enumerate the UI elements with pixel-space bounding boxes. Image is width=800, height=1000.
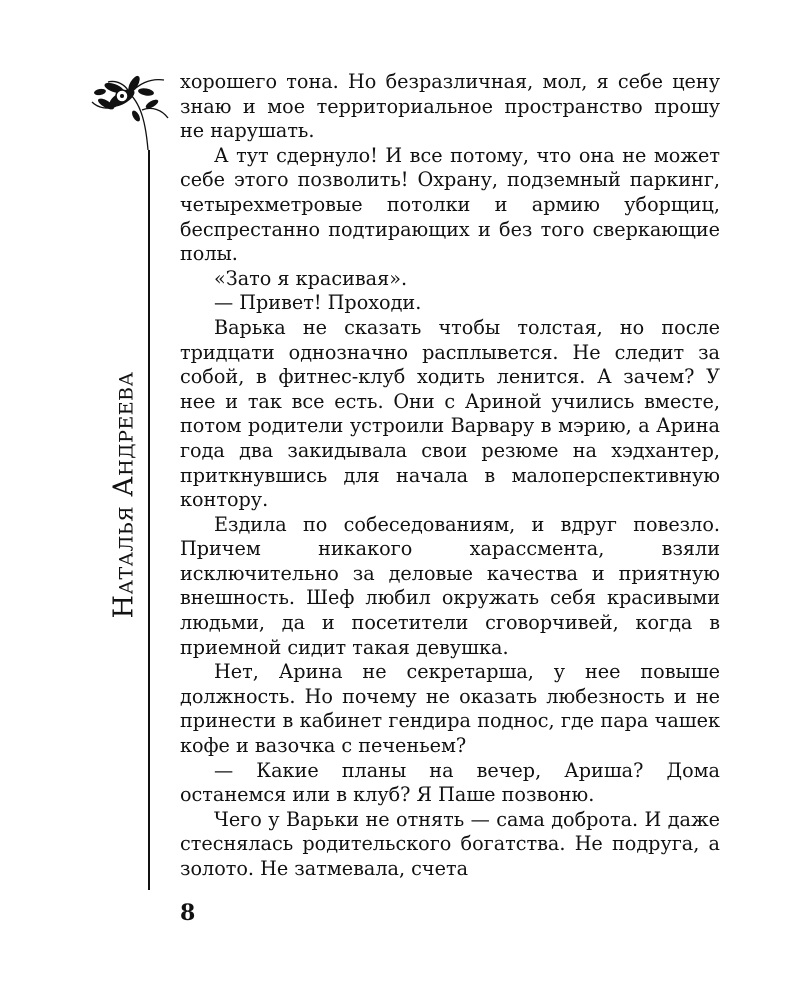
- paragraph: — Привет! Проходи.: [214, 291, 422, 315]
- paragraph: Чего у Варьки не отнять — сама доброта. И даже стеснялась родительского богатства. Не подруга, а золото. Не затмевала, счета: [180, 807, 720, 880]
- paragraph: Ездила по собеседованиям, и вдруг повезло. Причем никакого харассмента, взяли исключительно за деловые качества и приятную внешность. Шеф любил окружать себя красивыми людьми, да и посетители сговорчивей, когда в приемной сидит такая девушка.: [180, 512, 720, 659]
- author-running-head: Наталья Андреева: [108, 371, 140, 619]
- paragraph: Нет, Арина не секретарша, у нее повыше должность. Но почему не оказать любезность и не принести в кабинет гендира поднос, где пара чашек кофе и вазочка с печеньем?: [180, 660, 720, 758]
- flower-ornament-icon: [86, 66, 172, 158]
- paragraph: А тут сдернуло! И все потому, что она не может себе этого позволить! Охрану, подземный паркинг, четырехметровые потолки и армию уборщиц, беспрестанно подтирающих и без того сверкающие полы.: [180, 143, 720, 266]
- page-body: [180, 70, 720, 882]
- paragraph: — Какие планы на вечер, Ариша? Дома останемся или в клуб? Я Паше позвоню.: [180, 758, 720, 807]
- page-number: 8: [180, 900, 196, 926]
- paragraph: Варька не сказать чтобы толстая, но после тридцати однозначно расплывется. Не следит за собой, в фитнес-клуб ходить ленится. А зачем? У нее и так все есть. Они с Ариной учились вместе, потом родители устроили Варвару в мэрию, а Арина года два закидывала свои резюме на хэдхантер, приткнувшись для начала в малоперспективную контору.: [180, 315, 720, 512]
- paragraph: «Зато я красивая».: [214, 266, 408, 290]
- vertical-rule: [148, 150, 150, 890]
- paragraph: хорошего тона. Но безразличная, мол, я себе цену знаю и мое территориальное пространство прошу не нарушать.: [180, 70, 720, 143]
